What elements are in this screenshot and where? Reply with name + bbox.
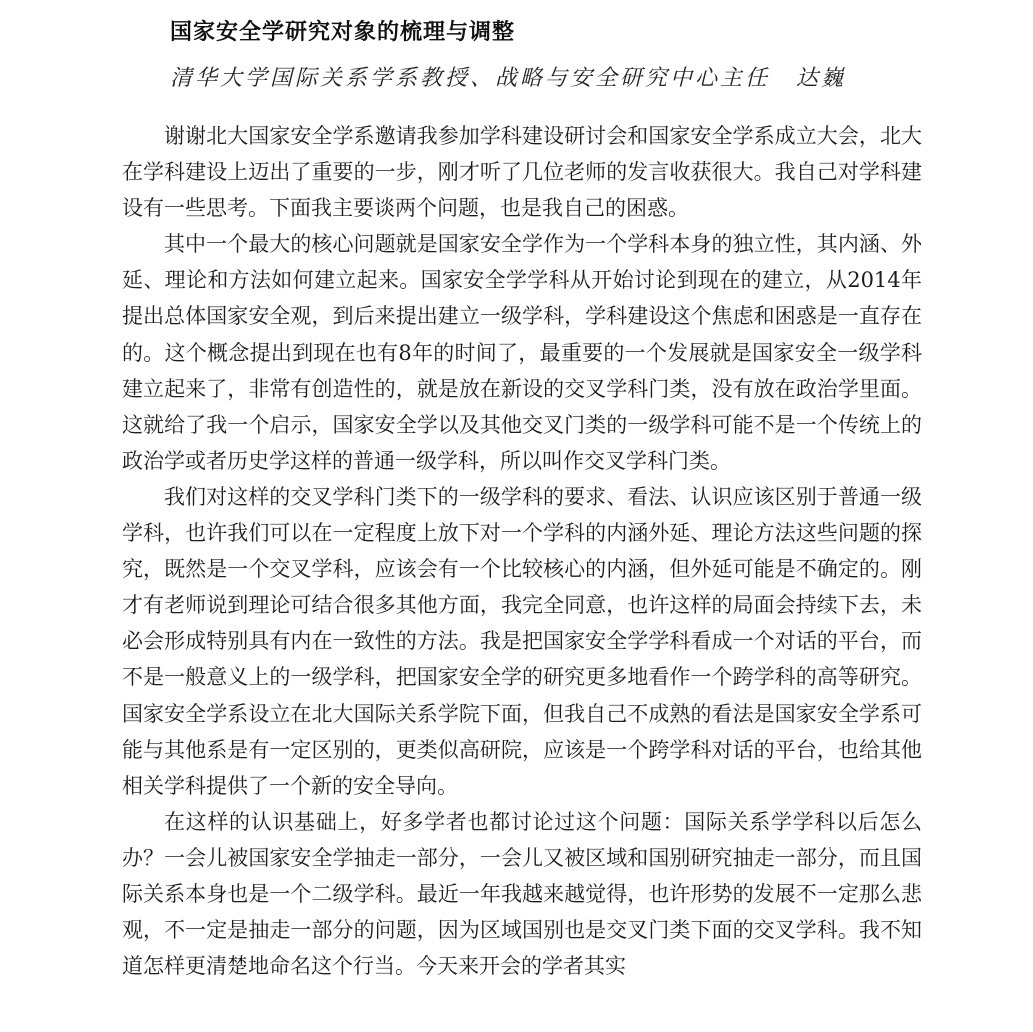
paragraph-3: 我们对这样的交叉学科门类下的一级学科的要求、看法、认识应该区别于普通一级学科，也许我们可以在一定程度上放下对一个学科的内涵外延、理论方法这些问题的探究，既然是一个交叉学科，应该会有一个比较核心的内涵，但外延可能是不确定的。刚才有老师说到理论可结合很多其他方面，我完全同意，也许这样的局面会持续下去，未必会形成特别具有内在一致性的方法。我是把国家安全学学科看成一个对话的平台，而不是一般意义上的一级学科，把国家安全学的研究更多地看作一个跨学科的高等研究。国家安全学系设立在北大国际关系学院下面，但我自己不成熟的看法是国家安全学系可能与其他系是有一定区别的，更类似高研院，应该是一个跨学科对话的平台，也给其他相关学科提供了一个新的安全导向。 — [122, 484, 922, 798]
article-body — [122, 118, 922, 984]
author-name: 达巍 — [796, 66, 847, 91]
paragraph-2: 其中一个最大的核心问题就是国家安全学作为一个学科本身的独立性，其内涵、外延、理论和方法如何建立起来。国家安全学学科从开始讨论到现在的建立，从2014年提出总体国家安全观，到后来提出建立一级学科，学科建设这个焦虑和困惑是一直存在的。这个概念提出到现在也有8年的时间了，最重要的一个发展就是国家安全一级学科建立起来了，非常有创造性的，就是放在新设的交叉学科门类，没有放在政治学里面。这就给了我一个启示，国家安全学以及其他交叉门类的一级学科可能不是一个传统上的政治学或者历史学这样的普通一级学科，所以叫作交叉学科门类。 — [122, 232, 922, 473]
paragraph-4: 在这样的认识基础上，好多学者也都讨论过这个问题：国际关系学学科以后怎么办？一会儿被国家安全学抽走一部分，一会儿又被区域和国别研究抽走一部分，而且国际关系本身也是一个二级学科。最近一年我越来越觉得，也许形势的发展不一定那么悲观，不一定是抽走一部分的问题，因为区域国别也是交叉门类下面的交叉学科。我不知道怎样更清楚地命名这个行当。今天来开会的学者其实 — [122, 809, 922, 979]
paragraph-1: 谢谢北大国家安全学系邀请我参加学科建设研讨会和国家安全学系成立大会，北大在学科建设上迈出了重要的一步，刚才听了几位老师的发言收获很大。我自己对学科建设有一些思考。下面我主要谈两个问题，也是我自己的困惑。 — [122, 124, 922, 221]
author-line — [170, 62, 846, 96]
author-affiliation: 清华大学国际关系学系教授、战略与安全研究中心主任 — [170, 66, 771, 91]
article-title: 国家安全学研究对象的梳理与调整 — [170, 20, 516, 45]
